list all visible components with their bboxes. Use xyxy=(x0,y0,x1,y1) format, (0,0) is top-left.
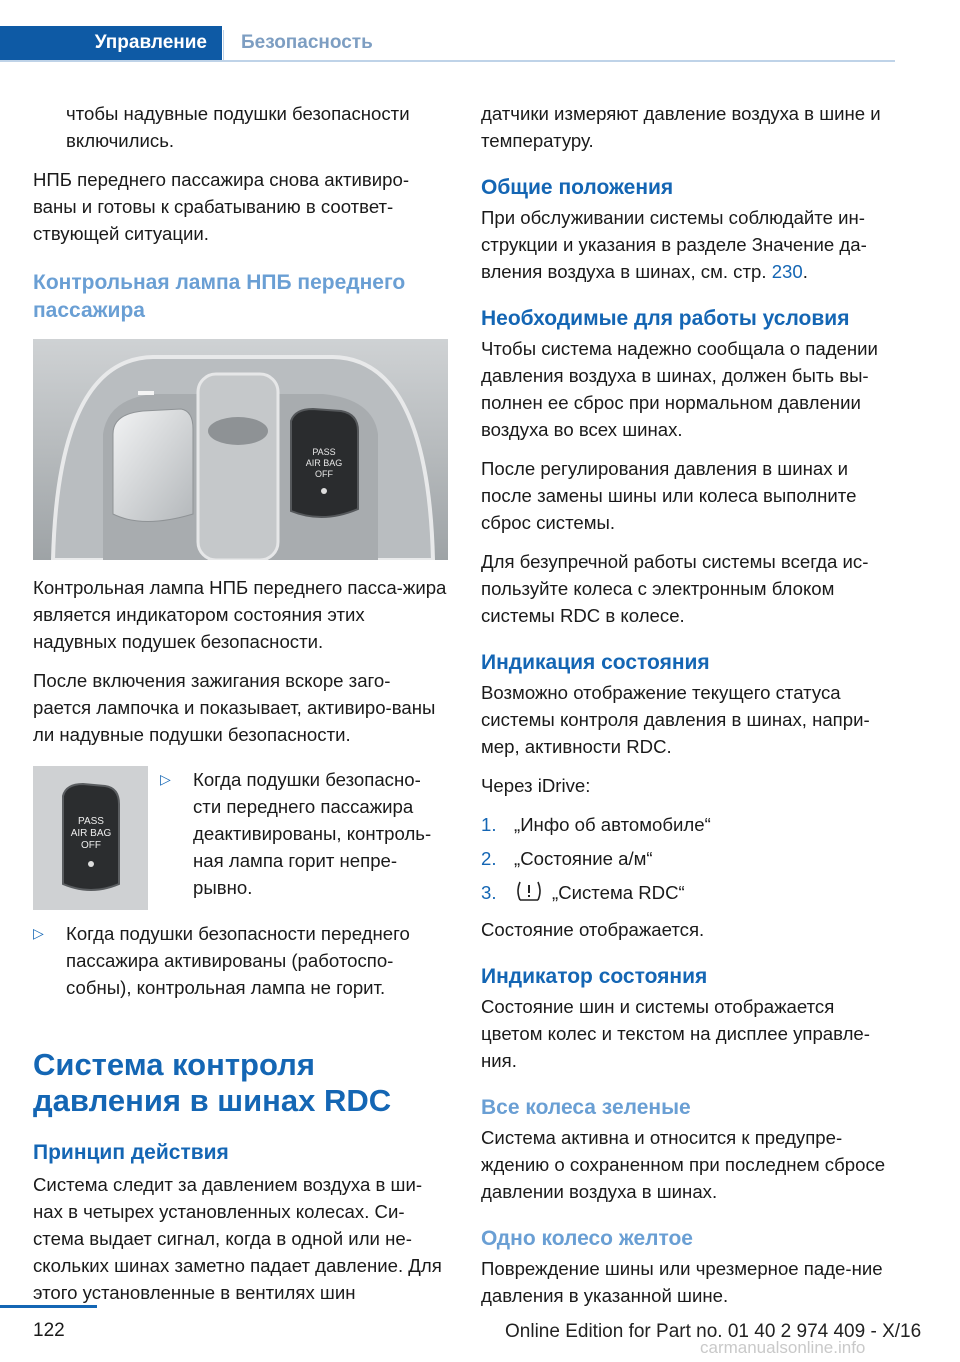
heading-conditions: Необходимые для работы условия xyxy=(481,307,850,330)
heading-indicator: Индикатор состояния xyxy=(481,965,708,988)
paragraph: Возможно отображение текущего статуса системы контроля давления в шинах, напри‐мер, активности RDC. xyxy=(481,682,870,757)
heading-indication: Индикация состояния xyxy=(481,651,710,674)
step-text: „Состояние а/м“ xyxy=(514,848,653,869)
paragraph: датчики измеряют давление воздуха в шине и температуру. xyxy=(481,103,881,151)
header-tabs xyxy=(0,26,895,62)
svg-text:PASS: PASS xyxy=(312,447,336,457)
page-number: 122 xyxy=(33,1320,65,1341)
airbag-switch-photo xyxy=(33,339,448,560)
list-item xyxy=(160,766,448,910)
paragraph: НПБ переднего пассажира снова активиро‐ваны и готовы к срабатыванию в соответ‐ствующей ситуации. xyxy=(33,169,410,244)
svg-text:AIR BAG: AIR BAG xyxy=(305,458,343,468)
bullet-triangle-icon: ▷ xyxy=(33,925,44,941)
paragraph: Повреждение шины или чрезмерное паде‐ние давления в указанной шине. xyxy=(481,1258,883,1306)
heading-principle: Принцип действия xyxy=(33,1141,229,1164)
heading-lamp: Контрольная лампа НПБ переднего пассажира xyxy=(33,271,406,322)
heading-all-green: Все колеса зеленые xyxy=(481,1096,691,1119)
step-number: 3. xyxy=(481,882,497,903)
paragraph: Система следит за давлением воздуха в ши‐нах в четырех установленных колесах. Си‐стема выдает сигнал, когда в одной или не‐скольких шинах заметно падает давление. Для этого установленные в вентилях шин xyxy=(33,1174,442,1303)
tab-separator xyxy=(223,30,224,60)
bullet-text: Когда подушки безопасности переднего пассажира активированы (работоспо‐собны), контрольная лампа не горит. xyxy=(66,923,410,998)
paragraph: Состояние шин и системы отображается цветом колес и текстом на дисплее управле‐ния. xyxy=(481,996,870,1071)
paragraph: После регулирования давления в шинах и после замены шины или колеса выполните сброс системы. xyxy=(481,458,857,533)
footer-rule xyxy=(0,1305,97,1308)
tire-warning-icon xyxy=(514,879,544,903)
bullet-triangle-icon: ▷ xyxy=(160,771,171,787)
step-number: 1. xyxy=(481,814,497,835)
paragraph: Через iDrive: xyxy=(481,775,591,796)
svg-text:AIR BAG: AIR BAG xyxy=(70,828,112,839)
paragraph: чтобы надувные подушки безопасности включились. xyxy=(66,103,410,151)
left-column xyxy=(33,100,448,1318)
heading-general: Общие положения xyxy=(481,176,674,199)
step-number: 2. xyxy=(481,848,497,869)
airbag-panel-illustration xyxy=(33,339,448,560)
bullet-text: Когда подушки безопасно‐сти переднего пассажира деактивированы, контроль‐ная лампа горит непре‐рывно. xyxy=(193,769,432,898)
paragraph: Состояние отображается. xyxy=(481,919,705,940)
edition-note: Online Edition for Part no. 01 40 2 974 409 - X/16 xyxy=(505,1321,922,1342)
tab-safety[interactable]: Безопасность xyxy=(241,32,373,53)
svg-text:OFF: OFF xyxy=(81,840,101,851)
airbag-indicator-block xyxy=(33,766,448,910)
header-rule xyxy=(0,60,895,62)
paragraph: Система активна и относится к предупре‐ждению о сохраненном при последнем сбросе давлении воздуха в шинах. xyxy=(481,1127,886,1202)
idrive-steps xyxy=(481,811,896,906)
airbag-off-lamp-thumbnail xyxy=(33,766,148,910)
heading-one-yellow: Одно колесо желтое xyxy=(481,1227,693,1250)
step-text: „Инфо об автомобиле“ xyxy=(514,814,711,835)
paragraph: Чтобы система надежно сообщала о падении давления воздуха в шинах, должен быть вы‐полнен ее сброс при нормальном давлении воздуха во всех шинах. xyxy=(481,338,878,440)
step-text: „Система RDC“ xyxy=(552,882,685,903)
paragraph: Для безупречной работы системы всегда ис‐пользуйте колеса с электронным блоком системы RDC в колесе. xyxy=(481,551,869,626)
svg-text:PASS: PASS xyxy=(78,816,104,827)
tab-control[interactable]: Управление xyxy=(0,26,222,60)
list-item xyxy=(481,845,896,872)
right-column xyxy=(481,100,896,1321)
paragraph-text: При обслуживании системы соблюдайте ин‐струкции и указания в разделе Значение да‐вления воздуха в шинах, см. стр. xyxy=(481,207,867,282)
paragraph xyxy=(481,204,896,285)
list-item xyxy=(481,811,896,838)
airbag-off-icon xyxy=(33,766,148,910)
watermark: carmanualsonline.info xyxy=(700,1338,866,1357)
paragraph: После включения зажигания вскоре заго‐рается лампочка и показывает, активиро‐ваны ли надувные подушки безопасности. xyxy=(33,670,436,745)
section-title-rdc: Система контроля давления в шинах RDC xyxy=(33,1047,392,1118)
page-link[interactable]: 230 xyxy=(771,261,803,282)
list-item xyxy=(481,879,896,906)
svg-text:OFF: OFF xyxy=(315,469,333,479)
paragraph: Контрольная лампа НПБ переднего пасса‐жира является индикатором состояния этих надувных подушек безопасности. xyxy=(33,577,447,652)
paragraph-text: . xyxy=(802,261,808,282)
list-item xyxy=(33,920,448,1001)
